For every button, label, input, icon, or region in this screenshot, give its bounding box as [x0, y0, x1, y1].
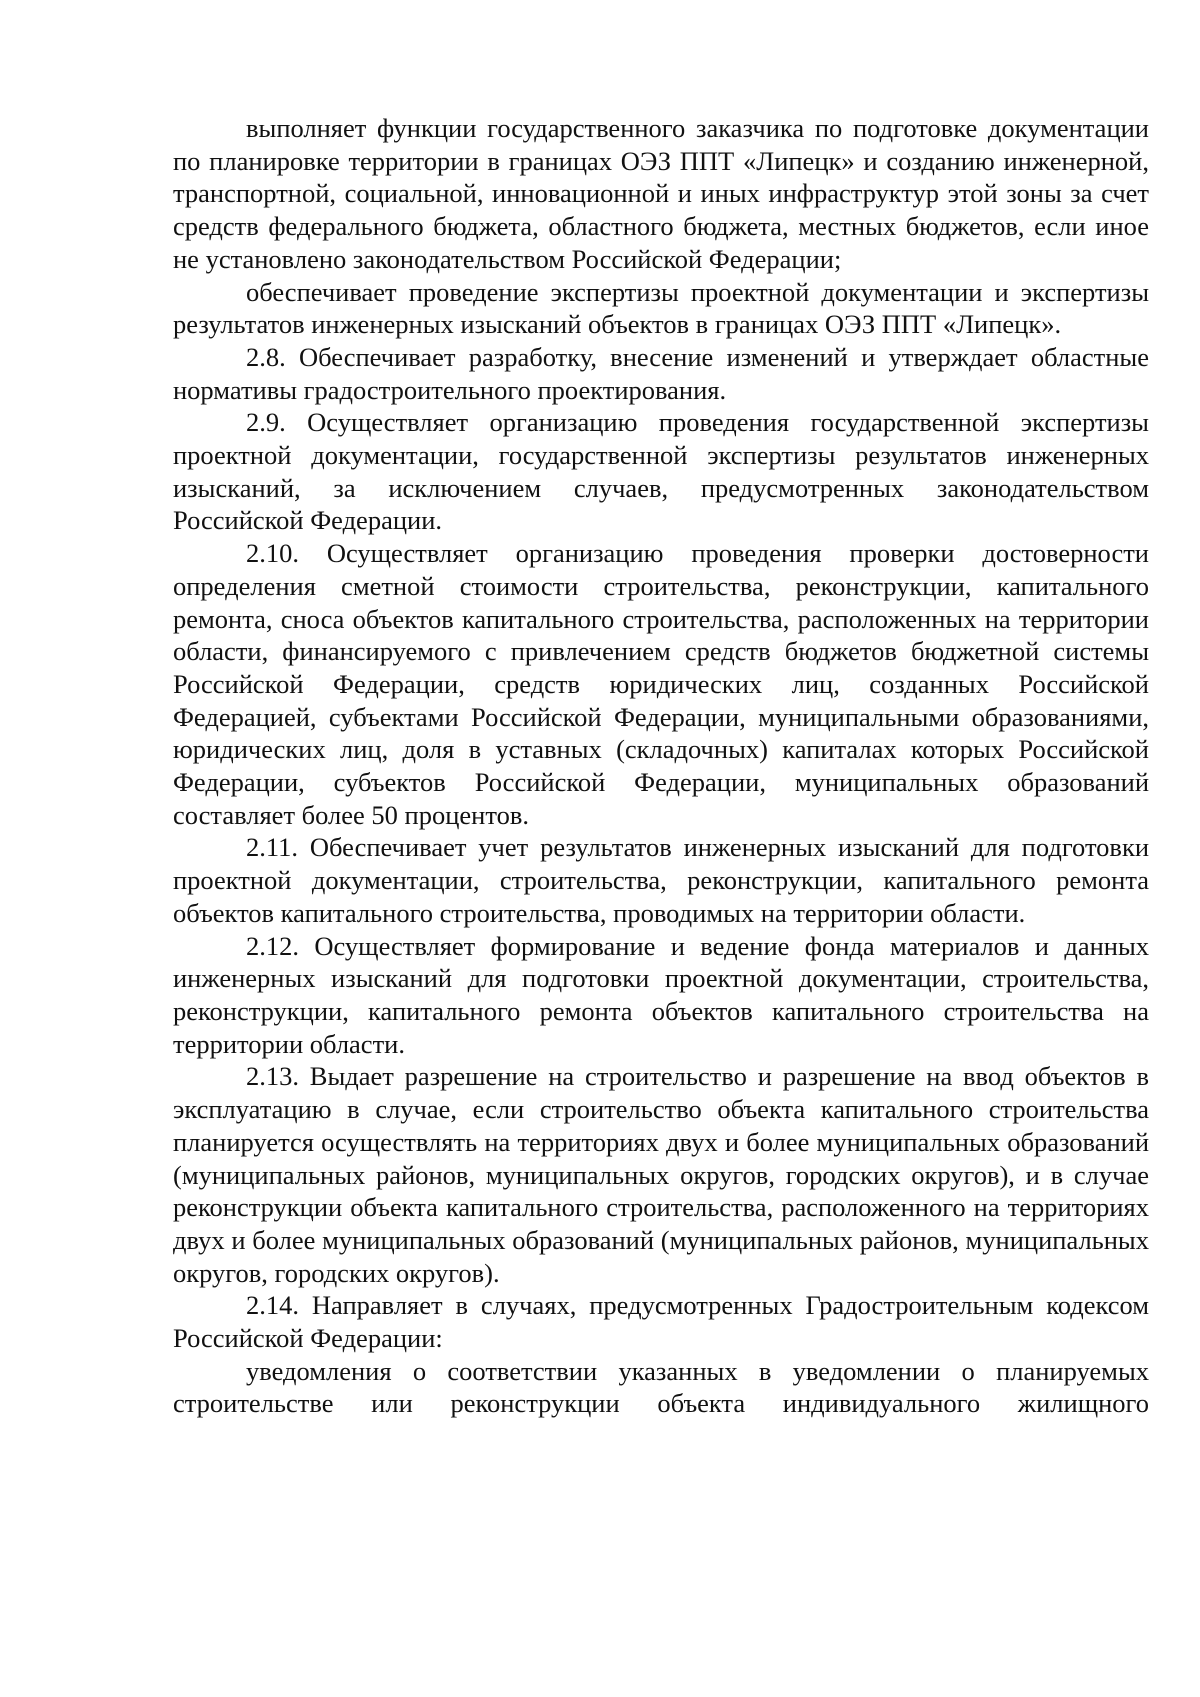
paragraph-expertise-oez: обеспечивает проведение экспертизы проектной документации и экспертизы результатов инженерных изысканий объектов в границах ОЭЗ ППТ «Липецк».	[173, 276, 1149, 340]
paragraph-2-10: 2.10. Осуществляет организацию проведения проверки достоверности определения сметной стоимости строительства, реконструкции, капитального ремонта, сноса объектов капитального строительства, расположенных на территории области, финансируемого с привлечением средств бюджетов бюджетной системы Российской Федерации, средств юридических лиц, созданных Российской Федерацией, субъектами Российской Федерации, муниципальными образованиями, юридических лиц, доля в уставных (складочных) капиталах которых Российской Федерации, субъектов Российской Федерации, муниципальных образований составляет более 50 процентов.	[173, 538, 1149, 830]
document-page	[173, 112, 1149, 1420]
paragraph-notifications: уведомления о соответствии указанных в уведомлении о планируемых строительстве или реконструкции объекта индивидуального жилищного	[173, 1355, 1149, 1419]
paragraph-customer-functions: выполняет функции государственного заказчика по подготовке документации по планировке территории в границах ОЭЗ ППТ «Липецк» и созданию инженерной, транспортной, социальной, инновационной и иных инфраструктур этой зоны за счет средств федерального бюджета, областного бюджета, местных бюджетов, если иное не установлено законодательством Российской Федерации;	[173, 113, 1149, 274]
paragraph-2-11: 2.11. Обеспечивает учет результатов инженерных изысканий для подготовки проектной документации, строительства, реконструкции, капитального ремонта объектов капитального строительства, проводимых на территории области.	[173, 832, 1149, 928]
paragraph-2-9: 2.9. Осуществляет организацию проведения государственной экспертизы проектной документации, государственной экспертизы результатов инженерных изысканий, за исключением случаев, предусмотренных законодательством Российской Федерации.	[173, 407, 1149, 536]
paragraph-2-13: 2.13. Выдает разрешение на строительство и разрешение на ввод объектов в эксплуатацию в случае, если строительство объекта капитального строительства планируется осуществлять на территориях двух и более муниципальных образований (муниципальных районов, муниципальных округов, городских округов), и в случае реконструкции объекта капитального строительства, расположенного на территориях двух и более муниципальных образований (муниципальных районов, муниципальных округов, городских округов).	[173, 1061, 1149, 1288]
paragraph-2-14: 2.14. Направляет в случаях, предусмотренных Градостроительным кодексом Российской Федерации:	[173, 1290, 1149, 1354]
paragraph-2-8: 2.8. Обеспечивает разработку, внесение изменений и утверждает областные нормативы градостроительного проектирования.	[173, 341, 1149, 405]
paragraph-2-12: 2.12. Осуществляет формирование и ведение фонда материалов и данных инженерных изысканий для подготовки проектной документации, строительства, реконструкции, капитального ремонта объектов капитального строительства на территории области.	[173, 930, 1149, 1059]
